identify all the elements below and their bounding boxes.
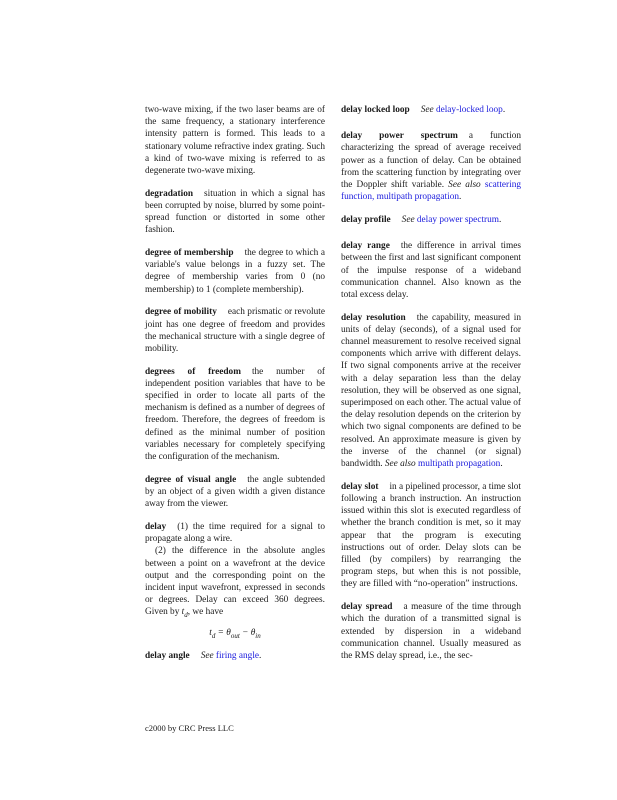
right-column bbox=[341, 104, 521, 673]
copyright-footer: c2000 by CRC Press LLC bbox=[145, 723, 234, 733]
entry-definition: in a pipelined processor, a time slot following a branch instruction. An instruction issued within this slot is executed regardless of whether the branch condition is met, so it may appear that the program is executing instructions out of order. Delay slots can be filled (by compilers) by rearranging the program steps, but when this is not possible, they are filled with “no-operation” instructions. bbox=[341, 481, 522, 590]
see-label: See bbox=[401, 214, 415, 225]
entry-degree-of-visual-angle bbox=[145, 474, 325, 511]
see-label: See bbox=[420, 105, 434, 115]
entry-term: delay power spectrum bbox=[341, 131, 458, 142]
entry-term: degree of visual angle bbox=[145, 474, 237, 485]
entry-definition: the number of independent position variables that have to be specified in order to locate all parts of the mechanism is defined as a number of degrees of freedom. Therefore, the degrees of freedom is defined as the minimal number of position variables necessary for completely specifying the configuration of the mechanism. bbox=[145, 366, 325, 463]
crossref-link[interactable]: firing angle bbox=[215, 651, 260, 662]
entry-term: delay bbox=[145, 521, 167, 532]
entry-term: delay slot bbox=[341, 481, 379, 492]
entry-definition: a measure of the time through which the duration of a transmitted signal is extended by dispersion in a wideband communication channel. Usually measured as the RMS delay spread, i.e., the sec- bbox=[341, 602, 521, 661]
entry-definition: the difference in arrival times between the first and last significant component of the impulse response of a wideband communication channel. Also known as the total excess delay. bbox=[341, 241, 521, 300]
continuation-text: two-wave mixing, if the two laser beams are of the same frequency, a stationary interference intensity pattern is formed. This leads to a stationary volume refractive index grating. Such a kind of two-wave mixing is referred to as degenerate two-wave mixing. bbox=[145, 105, 325, 177]
entry-delay bbox=[145, 521, 325, 643]
entry-term: degradation bbox=[145, 188, 194, 199]
entry-term: delay resolution bbox=[341, 312, 406, 323]
entry-definition: situation in which a signal has been corrupted by noise, blurred by some point-spread function or distorted in some other fashion. bbox=[145, 188, 325, 236]
entry-term: delay angle bbox=[145, 651, 190, 662]
entry-term: delay profile bbox=[341, 214, 391, 225]
entry-definition: the angle subtended by an object of a given width a given distance away from the viewer. bbox=[145, 474, 325, 510]
delay-formula: $t_d = \theta_{out} - \theta_{in}$ bbox=[209, 628, 261, 641]
entry-delay-spread bbox=[341, 601, 521, 662]
entry-definition: each prismatic or revolute joint has one degree of freedom and provides the mechanical structure with a single degree of mobility. bbox=[145, 307, 325, 354]
entry-delay-slot bbox=[341, 481, 521, 591]
entry-term: delay spread bbox=[341, 602, 393, 613]
entry-term: delay locked loop bbox=[341, 105, 410, 115]
crossref-link[interactable]: delay power spectrum bbox=[416, 214, 499, 225]
crossref-link[interactable]: scattering function, multipath propagation bbox=[341, 180, 521, 203]
crossref-link[interactable]: multipath propagation bbox=[417, 459, 501, 470]
delay-sense-1: (1) the time required for a signal to propagate along a wire. bbox=[145, 521, 325, 545]
entry-delay-profile: delay profile See delay power spectrum. bbox=[341, 214, 502, 225]
entry-term: degrees of freedom bbox=[145, 366, 241, 377]
entry-delay-resolution: delay resolution the capability, measured in units of delay (seconds), of a signal used for channel measurement to resolve received signal components which arrive with different delays. If two signal components arrive at the receiver with a delay separation less than the delay resolution, they will be observed as one signal, superimposed on each other. The actual value of the delay resolution depends on the criterion by which two signal components are defined to be resolved. An approximate measure is given by the inverse of the channel (or signal) bandwidth. See also multipath propagation. bbox=[341, 312, 521, 470]
symbol-t: t bbox=[181, 607, 185, 618]
entry-delay-range bbox=[341, 240, 521, 301]
entry-delay-power-spectrum: delay power spectrum a function characterizing the spread of average received power as a function of delay. Can be obtained from the scattering function by integrating over the Doppler shift variable. See also scattering function, multipath propagation. bbox=[341, 131, 522, 203]
entry-definition: the degree to which a variable's value belongs in a fuzzy set. The degree of membership varies from 0 (no membership) to 1 (complete membership). bbox=[145, 248, 325, 295]
entry-delay-locked-loop: delay locked loop See delay-locked loop. bbox=[341, 105, 506, 115]
entry-degradation bbox=[145, 188, 325, 237]
symbol-sub: d bbox=[184, 611, 188, 620]
see-label: See also bbox=[448, 180, 481, 191]
entry-delay-angle: delay angle See firing angle. bbox=[145, 651, 262, 662]
left-column bbox=[145, 104, 325, 673]
entry-degree-of-membership bbox=[145, 247, 325, 296]
delay-sense-2: (2) the difference in the absolute angles between a point on a wavefront at the device output and the corresponding point on the incident input wavefront, expressed in seconds or degrees. Delay can exceed 360 degrees. Given by $t_d$, we have bbox=[145, 546, 325, 620]
entry-definition: a function characterizing the spread of average received power as a function of delay. Can be obtained from the scattering function by integrating over the Doppler shift variable. bbox=[341, 131, 522, 191]
see-label: See also bbox=[384, 459, 416, 470]
entry-degree-of-mobility bbox=[145, 306, 325, 355]
entry-term: degree of mobility bbox=[145, 307, 217, 318]
entry-term: degree of membership bbox=[145, 248, 234, 259]
entry-definition: the capability, measured in units of delay (seconds), of a signal used for channel measurement to resolve received signal components which arrive with different delays. If two signal components arrive at the receiver with a delay separation less than the delay resolution, they will be observed as one signal, superimposed on each other. The actual value of the delay resolution depends on the criterion by which two signal components are defined to be resolved. An approximate measure is given by the inverse of the channel (or signal) bandwidth. bbox=[341, 312, 521, 470]
see-label: See bbox=[200, 651, 214, 662]
entry-term: delay range bbox=[341, 241, 390, 252]
crossref-link[interactable]: delay-locked loop bbox=[435, 105, 503, 115]
entry-degrees-of-freedom bbox=[145, 366, 325, 464]
